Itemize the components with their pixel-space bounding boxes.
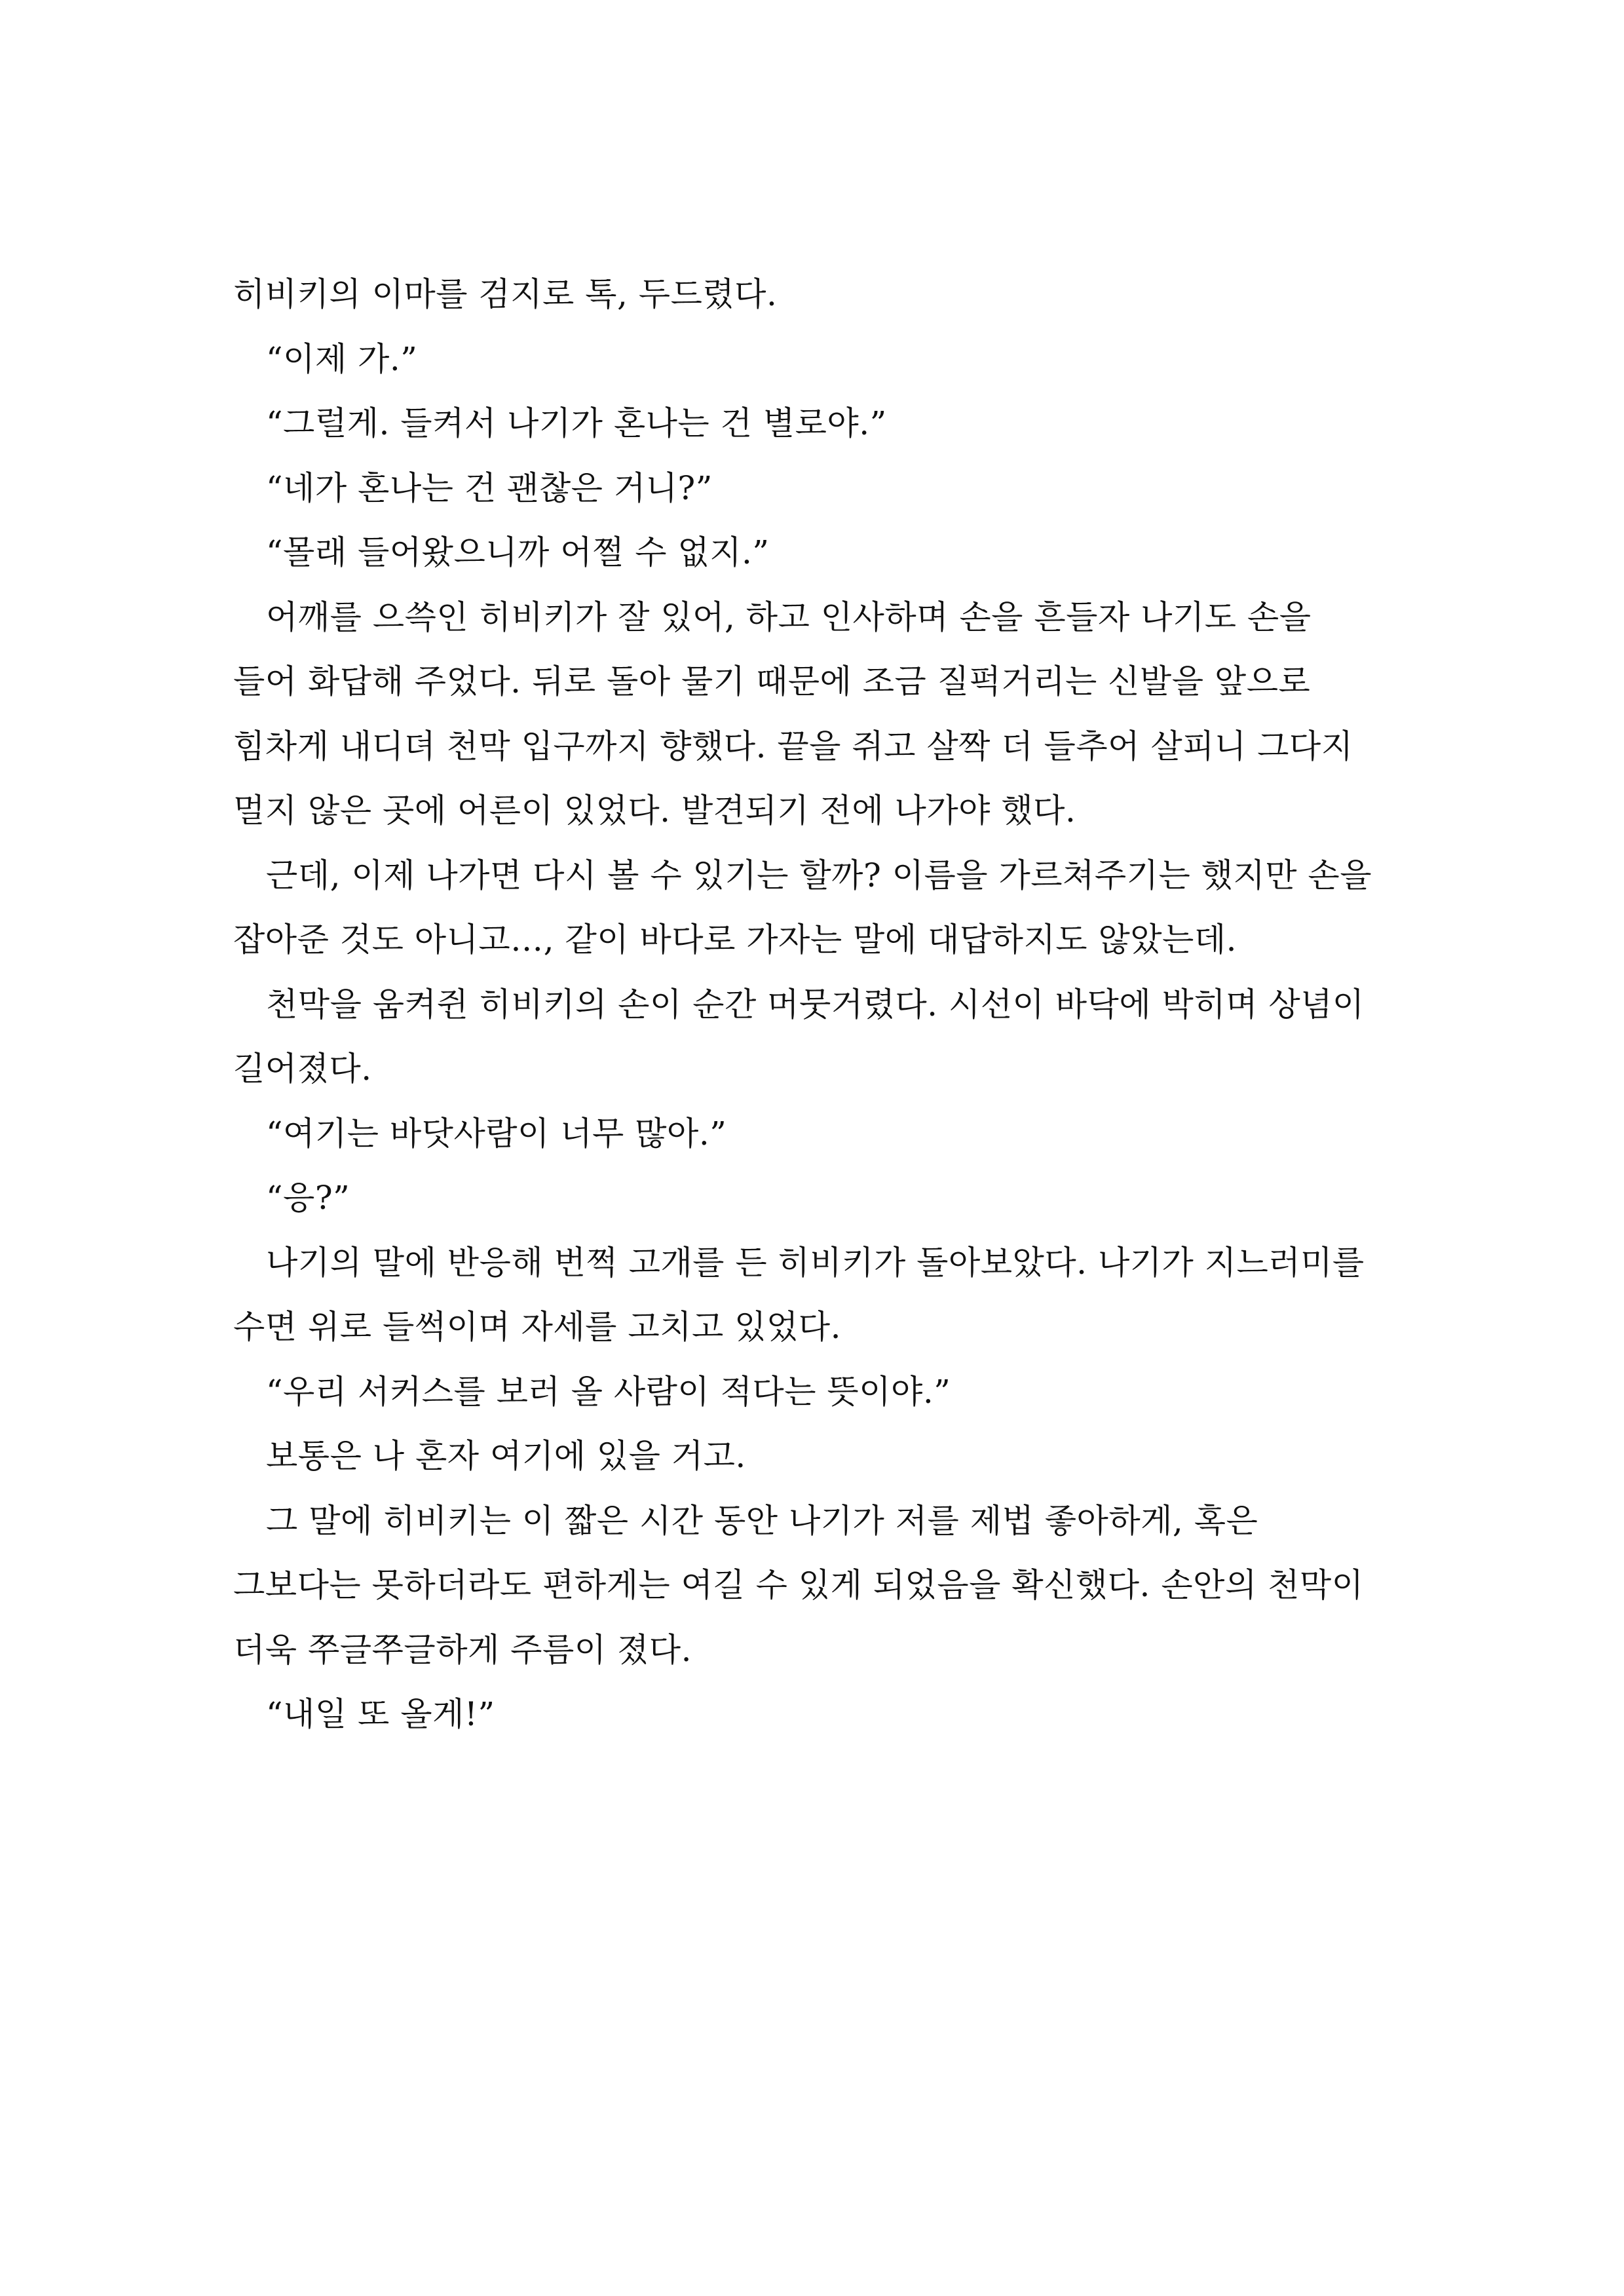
- text-line: 더욱 쭈글쭈글하게 주름이 졌다.: [233, 1630, 692, 1669]
- text-line: 멀지 않은 곳에 어른이 있었다. 발견되기 전에 나가야 했다.: [233, 792, 1076, 830]
- text-line: 들어 화답해 주었다. 뒤로 돌아 물기 때문에 조금 질퍽거리는 신발을 앞으로: [233, 662, 1311, 700]
- text-line: 근데, 이제 나가면 다시 볼 수 있기는 할까? 이름을 가르쳐주기는 했지만 손을: [266, 856, 1372, 894]
- text-line: “우리 서커스를 보러 올 사람이 적다는 뜻이야.”: [266, 1372, 951, 1411]
- text-line: “응?”: [266, 1179, 350, 1217]
- text-line: 나기의 말에 반응해 번쩍 고개를 든 히비키가 돌아보았다. 나기가 지느러미를: [266, 1243, 1365, 1282]
- text-line: 길어졌다.: [233, 1050, 372, 1088]
- text-line: “몰래 들어왔으니까 어쩔 수 없지.”: [266, 533, 770, 571]
- text-line: “그럴게. 들켜서 나기가 혼나는 건 별로야.”: [266, 404, 887, 442]
- text-line: 그 말에 히비키는 이 짧은 시간 동안 나기가 저를 제법 좋아하게, 혹은: [266, 1501, 1258, 1540]
- text-line: “내일 또 올게!”: [266, 1695, 495, 1733]
- body-text: [233, 262, 1399, 1747]
- text-line: 히비키의 이마를 검지로 톡, 두드렸다.: [233, 275, 778, 313]
- text-line: 잡아준 것도 아니고…, 같이 바다로 가자는 말에 대답하지도 않았는데.: [233, 921, 1237, 959]
- text-line: 천막을 움켜쥔 히비키의 손이 순간 머뭇거렸다. 시선이 바닥에 박히며 상념이: [266, 985, 1365, 1024]
- text-line: 어깨를 으쓱인 히비키가 잘 있어, 하고 인사하며 손을 흔들자 나기도 손을: [266, 598, 1312, 636]
- text-line: “여기는 바닷사람이 너무 많아.”: [266, 1114, 727, 1153]
- text-line: 그보다는 못하더라도 편하게는 여길 수 있게 되었음을 확신했다. 손안의 천막이: [233, 1566, 1364, 1604]
- text-line: “네가 혼나는 건 괜찮은 거니?”: [266, 469, 713, 507]
- text-line: 힘차게 내디뎌 천막 입구까지 향했다. 끝을 쥐고 살짝 더 들추어 살피니 그다지: [233, 727, 1353, 765]
- text-line: 보통은 나 혼자 여기에 있을 거고.: [266, 1437, 746, 1475]
- text-line: 수면 위로 들썩이며 자세를 고치고 있었다.: [233, 1308, 841, 1346]
- text-line: “이제 가.”: [266, 339, 418, 378]
